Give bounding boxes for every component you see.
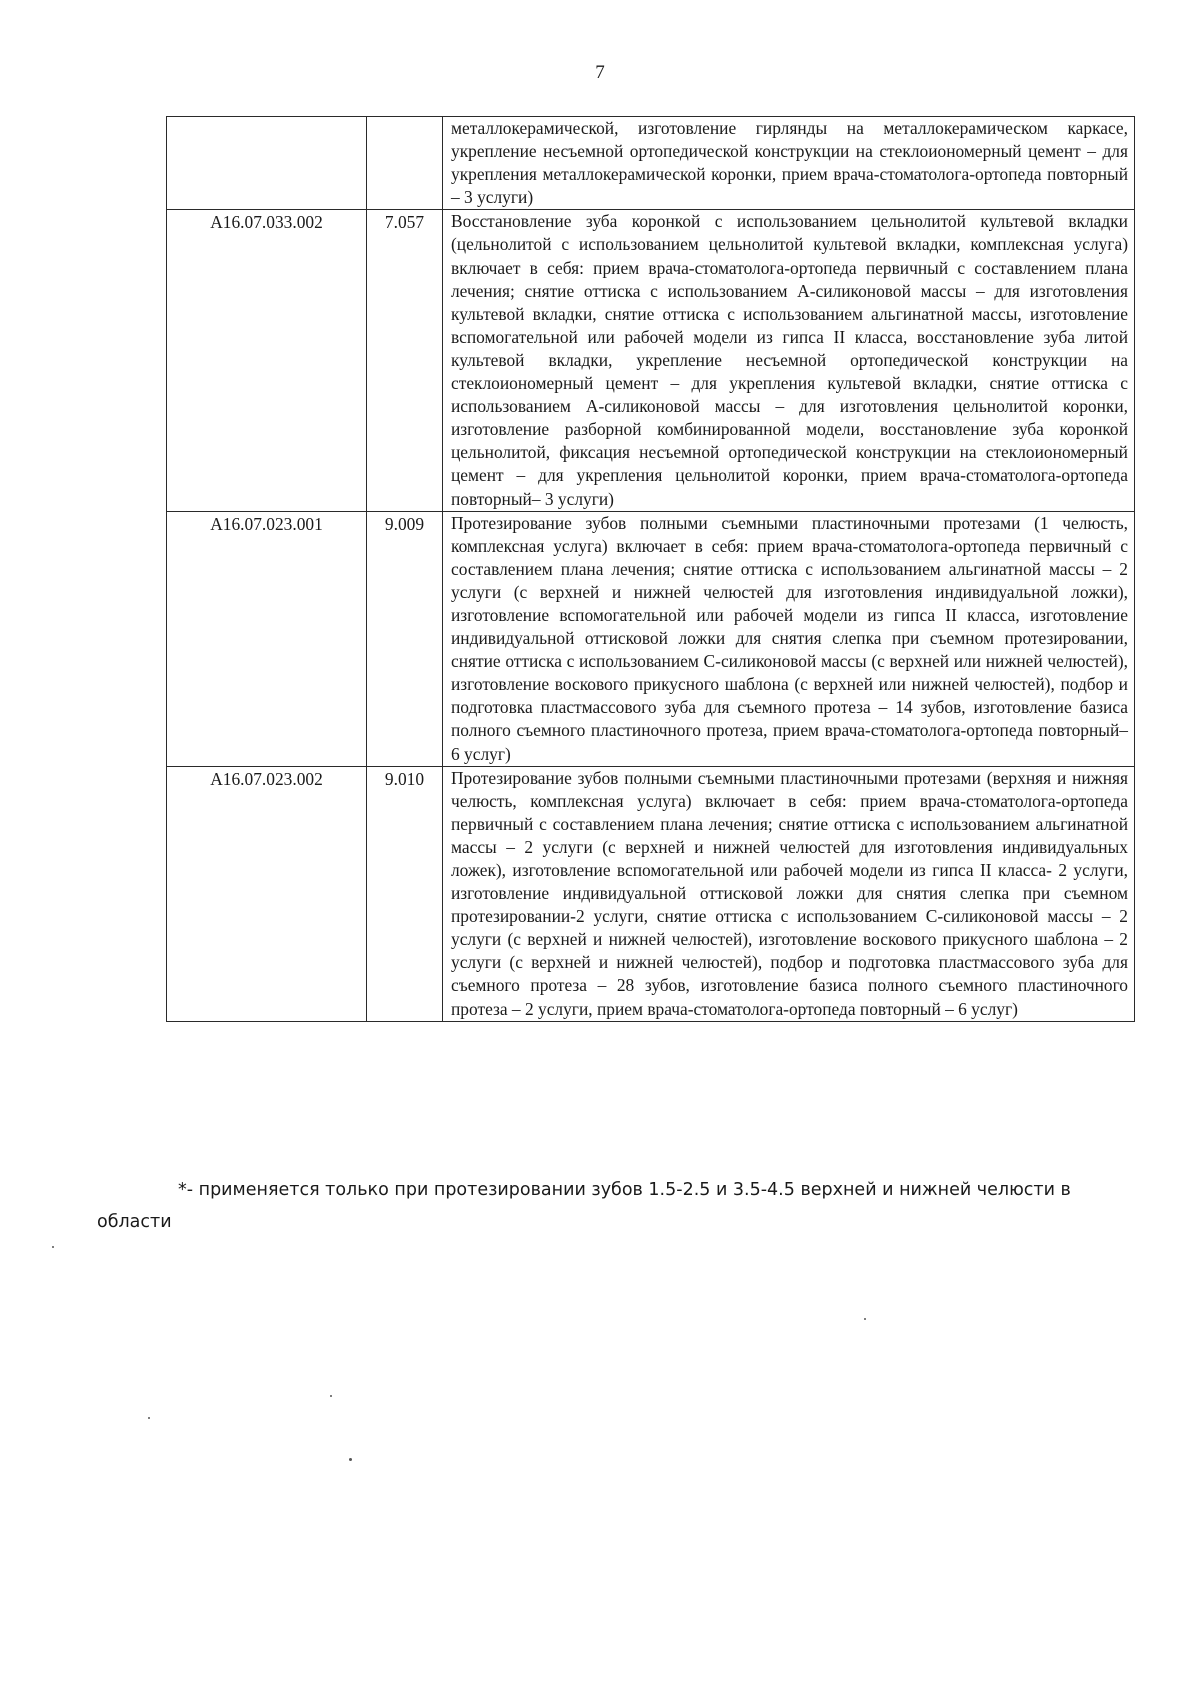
item-number-cell: 7.057 [367, 210, 443, 511]
service-description-cell: Протезирование зубов полными съемными пластиночными протезами (верхняя и нижняя челюсть, комплексная услуга) включает в себя: прием врача-стоматолога-ортопеда первичный с составлением плана лечения; снятие оттиска с использованием альгинатной массы – 2 услуги (с верхней и нижней челюстей для изготовления индивидуальных ложек), изготовление вспомогательной или рабочей модели из гипса II класса- 2 услуги, изготовление индивидуальной оттисковой ложки для снятия слепка при съемном протезировании-2 услуги, снятие оттиска с использованием С-силиконовой массы – 2 услуги (с верхней и нижней челюстей), изготовление воскового прикусного шаблона – 2 услуги (с верхней и нижней челюстей), подбор и подготовка пластмассового зуба для съемного протеза – 28 зубов, изготовление базиса полного съемного пластиночного протеза – 2 услуги, прием врача-стоматолога-ортопеда повторный – 6 услуг) [443, 766, 1135, 1021]
scan-speck [330, 1395, 332, 1397]
item-number-cell: 9.010 [367, 766, 443, 1021]
page-number: 7 [595, 62, 605, 83]
item-number-cell: 9.009 [367, 511, 443, 766]
scan-speck [148, 1417, 150, 1419]
footnote: *- применяется только при протезировании зубов 1.5-2.5 и 3.5-4.5 верхней и нижней челюсти в [178, 1180, 1071, 1200]
services-table [166, 116, 1135, 1022]
table-row [167, 210, 1135, 511]
table-row [167, 766, 1135, 1021]
scan-speck [349, 1458, 352, 1461]
service-description-cell: Восстановление зуба коронкой с использованием цельнолитой культевой вкладки (цельнолитой с использованием цельнолитой культевой вкладки, комплексная услуга) включает в себя: прием врача-стоматолога-ортопеда первичный с составлением плана лечения; снятие оттиска с использованием А-силиконовой массы – для изготовления культевой вкладки, снятие оттиска с использованием альгинатной массы, изготовление вспомогательной или рабочей модели из гипса II класса, восстановление зуба литой культевой вкладки, укрепление несъемной ортопедической конструкции на стеклоиономерный цемент – для укрепления культевой вкладки, снятие оттиска с использованием А-силиконовой массы – для изготовления цельнолитой коронки, изготовление разборной комбинированной модели, восстановление зуба коронкой цельнолитой, фиксация несъемной ортопедической конструкции на стеклоиономерный цемент – для укрепления цельнолитой коронки, прием врача-стоматолога-ортопеда повторный– 3 услуги) [443, 210, 1135, 511]
service-code-cell: A16.07.033.002 [167, 210, 367, 511]
service-code-cell: A16.07.023.002 [167, 766, 367, 1021]
table-row [167, 511, 1135, 766]
service-description-cell: металлокерамической, изготовление гирлянды на металлокерамическом каркасе, укрепление несъемной ортопедической конструкции на стеклоиономерный цемент – для укрепления металлокерамической коронки, прием врача-стоматолога-ортопеда повторный – 3 услуги) [443, 117, 1135, 210]
table-row [167, 117, 1135, 210]
scan-speck [52, 1246, 54, 1248]
service-code-cell [167, 117, 367, 210]
item-number-cell [367, 117, 443, 210]
service-code-cell: A16.07.023.001 [167, 511, 367, 766]
service-description-cell: Протезирование зубов полными съемными пластиночными протезами (1 челюсть, комплексная услуга) включает в себя: прием врача-стоматолога-ортопеда первичный с составлением плана лечения; снятие оттиска с использованием альгинатной массы – 2 услуги (с верхней и нижней челюстей для изготовления индивидуальной ложки), изготовление вспомогательной или рабочей модели из гипса II класса, изготовление индивидуальной оттисковой ложки для снятия слепка при съемном протезировании, снятие оттиска с использованием С-силиконовой массы (с верхней или нижней челюстей), изготовление воскового прикусного шаблона (с верхней или нижней челюстей), подбор и подготовка пластмассового зуба для съемного протеза – 14 зубов, изготовление базиса полного съемного пластиночного протеза, прием врача-стоматолога-ортопеда повторный– 6 услуг) [443, 511, 1135, 766]
footnote-continuation: области [97, 1212, 172, 1232]
scan-speck [864, 1318, 866, 1320]
